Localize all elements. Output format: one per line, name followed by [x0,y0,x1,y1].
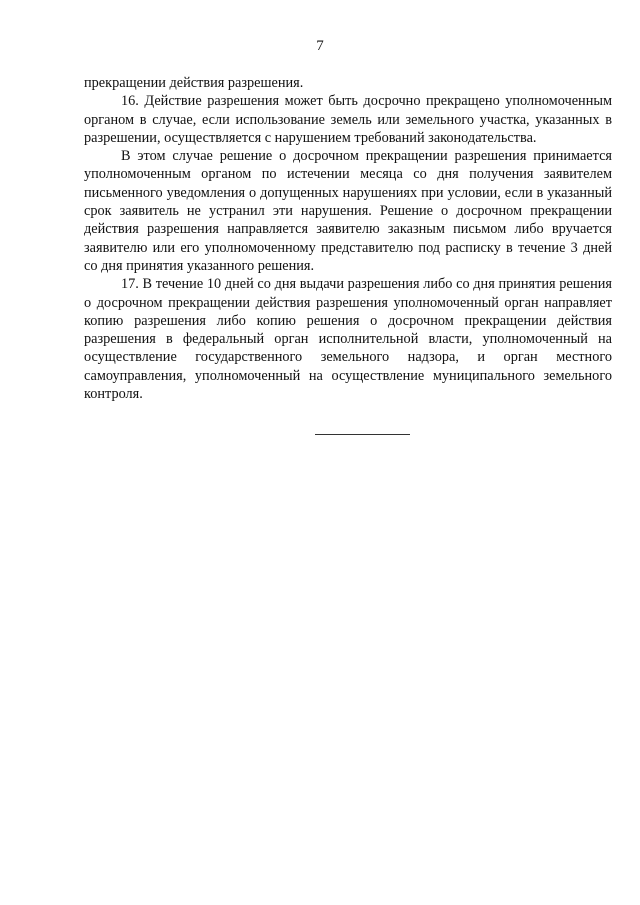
document-body [84,74,612,403]
page-number: 7 [316,38,324,54]
end-of-text-rule [315,434,410,435]
paragraph-16: 16. Действие разрешения может быть досрочно прекращено уполномоченным органом в случае, если использование земель или земельного участка, указанных в разрешении, осуществляется с нарушением требований законодательства. [84,93,612,146]
paragraph-16-continuation: В этом случае решение о досрочном прекращении разрешения принимается уполномоченным органом по истечении месяца со дня получения заявителем письменного уведомления о допущенных нарушениях при условии, если в указанный срок заявитель не устранил эти нарушения. Решение о досрочном прекращении действия разрешения направляется заявителю заказным письмом либо вручается заявителю или его уполномоченному представителю под расписку в течение 3 дней со дня принятия указанного решения. [84,148,612,274]
paragraph-continuation: прекращении действия разрешения. [84,75,304,91]
paragraph-17: 17. В течение 10 дней со дня выдачи разрешения либо со дня принятия решения о досрочном прекращении действия разрешения уполномоченный орган направляет копию разрешения либо копию решения о досрочном прекращении действия разрешения в федеральный орган исполнительной власти, уполномоченный на осуществление государственного земельного надзора, и орган местного самоуправления, уполномоченный на осуществление муниципального земельного контроля. [84,276,612,403]
